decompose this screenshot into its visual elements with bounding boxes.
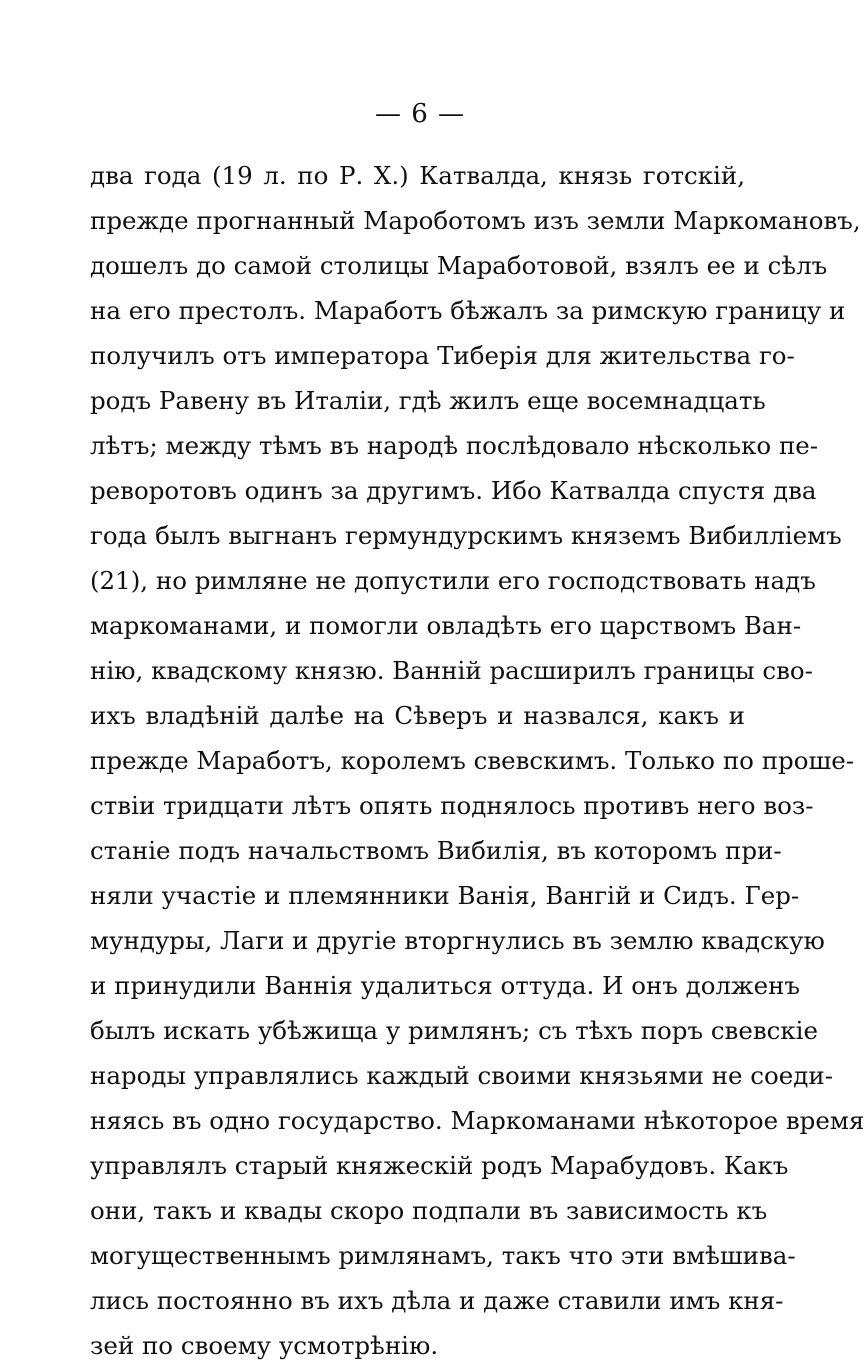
text-line: дошелъ до самой столицы Маработовой, взялъ ее и сѣлъ — [90, 251, 828, 280]
text-line: на его престолъ. Маработъ бѣжалъ за римскую границу и — [90, 296, 846, 325]
text-line: прежде прогнанный Мароботомъ изъ земли Маркомановъ, — [90, 206, 861, 235]
text-line: (21), но римляне не допустили его господствовать надъ — [90, 566, 816, 595]
text-line: зей по своему усмотрѣнію. — [90, 1331, 439, 1360]
text-line: два года (19 л. по Р. Х.) Катвалда, князь готскій, — [90, 161, 745, 190]
text-line: реворотовъ одинъ за другимъ. Ибо Катвалда спустя два — [90, 476, 817, 505]
body-text — [90, 153, 864, 1368]
text-line: мундуры, Лаги и другіе вторгнулись въ землю квадскую — [90, 926, 825, 955]
text-line: они, такъ и квады скоро подпали въ зависимость къ — [90, 1196, 768, 1225]
text-line: и принудили Ваннія удалиться оттуда. И онъ долженъ — [90, 971, 801, 1000]
text-line: родъ Равену въ Италіи, гдѣ жилъ еще восемнадцать — [90, 386, 766, 415]
text-line: лѣтъ; между тѣмъ въ народѣ послѣдовало нѣсколько пе- — [90, 431, 819, 460]
text-line: народы управлялись каждый своими князьями не соеди- — [90, 1061, 833, 1090]
text-line: лись постоянно въ ихъ дѣла и даже ставили имъ кня- — [90, 1286, 784, 1315]
text-line: прежде Маработъ, королемъ свевскимъ. Только по проше- — [90, 746, 855, 775]
text-line: ствіи тридцати лѣтъ опять поднялось противъ него воз- — [90, 791, 814, 820]
text-line: получилъ отъ императора Тиберія для жительства го- — [90, 341, 795, 370]
text-line: няясь въ одно государство. Маркоманами нѣкоторое время — [90, 1106, 864, 1135]
text-line: станіе подъ начальствомъ Вибилія, въ которомъ при- — [90, 836, 782, 865]
text-line: няли участіе и племянники Ванія, Вангій и Сидъ. Гер- — [90, 881, 800, 910]
text-line: могущественнымъ римлянамъ, такъ что эти вмѣшива- — [90, 1241, 796, 1270]
text-line: управлялъ старый княжескій родъ Марабудовъ. Какъ — [90, 1151, 789, 1180]
text-line: года былъ выгнанъ гермундурскимъ княземъ Вибилліемъ — [90, 521, 842, 550]
text-line: былъ искать убѣжища у римлянъ; съ тѣхъ поръ свевскіе — [90, 1016, 819, 1045]
text-line: нію, квадскому князю. Ванній расширилъ границы сво- — [90, 656, 813, 685]
text-line: ихъ владѣній далѣе на Сѣверъ и назвался, какъ и — [90, 701, 745, 730]
text-line: маркоманами, и помогли овладѣть его царствомъ Ван- — [90, 611, 802, 640]
page-number: — 6 — — [374, 99, 466, 129]
